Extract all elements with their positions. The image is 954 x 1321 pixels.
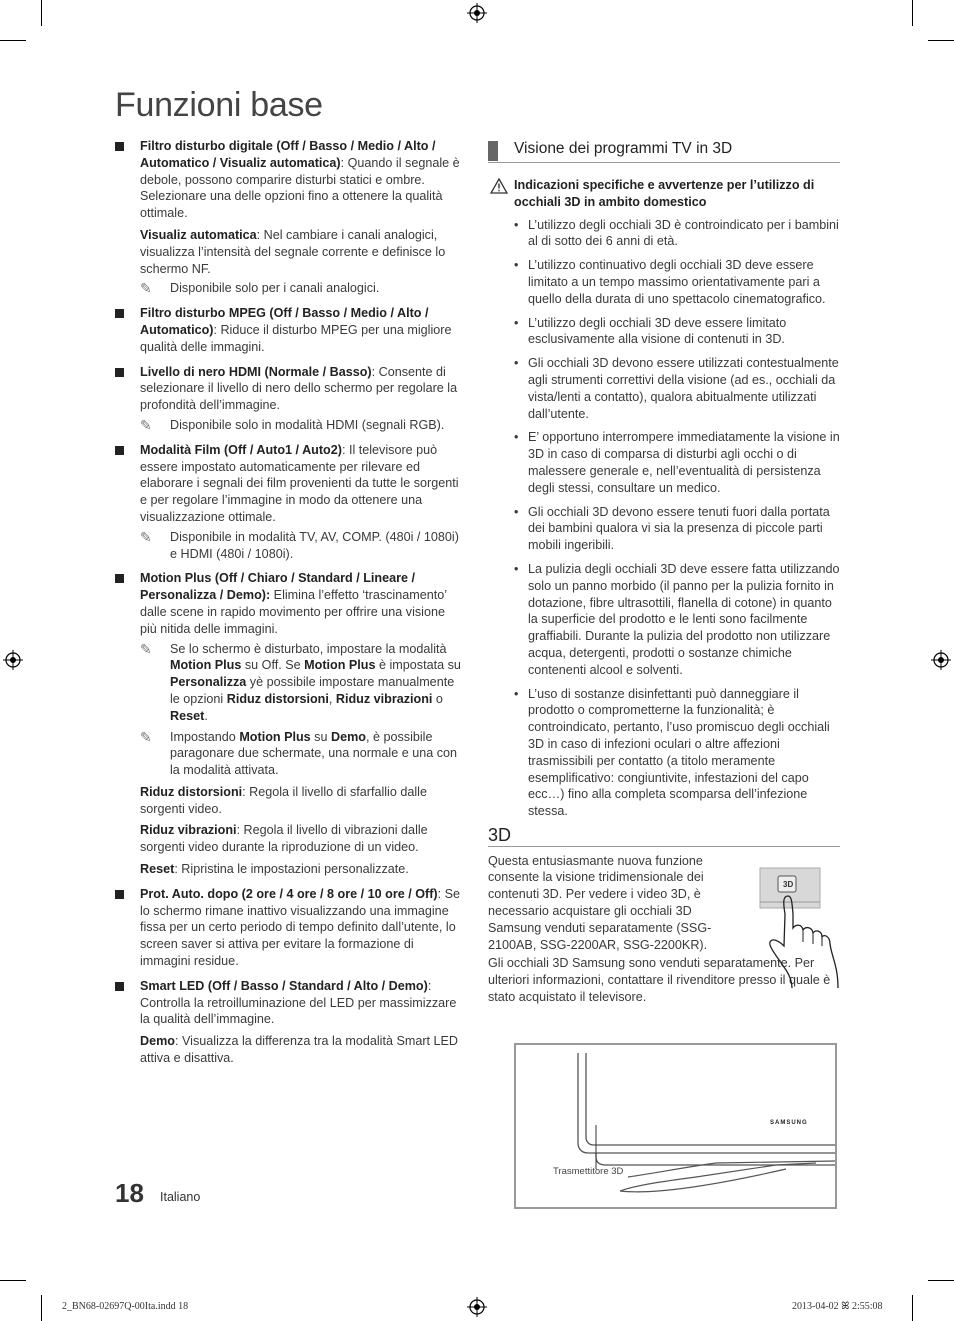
- section-header: [488, 138, 840, 163]
- item-term: Smart LED (Off / Basso / Standard / Alto / Demo): [140, 978, 428, 993]
- bullet-icon: •: [514, 217, 519, 232]
- list-item: [115, 886, 465, 970]
- bullet-icon: •: [514, 686, 519, 701]
- page-number: 18: [115, 1178, 144, 1208]
- bullet-icon: •: [514, 430, 519, 445]
- page-title: Funzioni base: [115, 86, 323, 124]
- section-bar: [488, 141, 498, 161]
- crop-mark: [912, 0, 913, 26]
- registration-mark-icon: [931, 650, 951, 670]
- item-desc: : Consente di selezionare il livello di nero dello schermo per regolare la profondità dell’immagine.: [140, 364, 458, 413]
- tv-diagram: [514, 1043, 837, 1209]
- list-item: [115, 570, 465, 878]
- paragraph: Gli occhiali 3D Samsung sono venduti separatamente. Per ulteriori informazioni, contattare il rivenditore presso il quale è stato acquistato il televisore.: [488, 956, 831, 1005]
- list-item: [115, 978, 465, 1067]
- list-item: [115, 138, 465, 297]
- list-item: • E’ opportuno interrompere immediatamente la visione in 3D in caso di comparsa di disturbi agli occhi o di malessere generale e, nell’eventualità di persistenza degli stessi, consultare un medico.: [514, 430, 840, 495]
- sub-option: Riduz distorsioni: Regola il livello di sfarfallio dalle sorgenti video.: [140, 784, 427, 816]
- crop-mark: [912, 1295, 913, 1321]
- crop-mark: [0, 40, 26, 41]
- item-term: Motion Plus (Off / Chiaro / Standard / Lineare / Personalizza / Demo):: [140, 571, 415, 603]
- item-desc: : Quando il segnale è debole, possono comparire disturbi statici e ombre. Selezionare una delle opzioni fino a ottenere la qualità ottimale.: [140, 155, 460, 221]
- item-term: Modalità Film (Off / Auto1 / Auto2): [140, 442, 342, 457]
- note: ✎ Impostando Motion Plus su Demo, è possibile paragonare due schermate, una normale e una con la modalità attivata.: [140, 728, 458, 778]
- square-bullet-icon: [115, 446, 124, 455]
- bullet-icon: •: [514, 258, 519, 273]
- crop-mark: [41, 1295, 42, 1321]
- note: ✎ Se lo schermo è disturbato, impostare la modalità Motion Plus su Off. Se Motion Plus è impostata su Personalizza yè possibile impostare manualmente le opzioni Riduz distorsioni, Riduz vibrazioni o Reset.: [140, 640, 461, 723]
- tv-diagram-label: Trasmettitore 3D: [553, 1166, 624, 1177]
- crop-mark: [928, 1280, 954, 1281]
- list-item: • L’utilizzo degli occhiali 3D è controindicato per i bambini al di sotto dei 6 anni di età.: [514, 217, 839, 249]
- footer-timestamp: 2013-04-02 ꕤ 2:55:08: [792, 1301, 883, 1312]
- item-term: Filtro disturbo digitale (Off / Basso / Medio / Alto / Automatico / Visualiz automatica): [140, 139, 436, 170]
- 3d-button-label: 3D: [783, 880, 794, 889]
- item-desc: : Il televisore può essere impostato automaticamente per rilevare ed elaborare i segnali dei film provenienti da tutte le sorgenti e per regolare l’immagine in modo da ottenere una visualizzazione ottimale.: [140, 442, 459, 524]
- square-bullet-icon: [115, 574, 124, 583]
- list-item: • L’uso di sostanze disinfettanti può danneggiare il prodotto o comprometterne la funzionalità; è controindicato, pertanto, l’uso promiscuo degli occhiali 3D in caso di infezioni oculari o altre affezioni trasmissibili per contatto (a titolo meramente esemplificativo: congiuntivite, infestazioni del capo ecc…) fino alla completa scomparsa dell’infezione stessa.: [514, 686, 830, 819]
- crop-mark: [41, 0, 42, 26]
- tv-brand-logo: SAMSUNG: [770, 1120, 808, 1126]
- left-column: [115, 138, 465, 1075]
- list-item: • L’utilizzo degli occhiali 3D deve essere limitato esclusivamente alla visione di contenuti in 3D.: [514, 315, 787, 347]
- list-item: [115, 364, 465, 434]
- list-item: • La pulizia degli occhiali 3D deve essere fatta utilizzando solo un panno morbido (il panno per la pulizia fornito in dotazione, fibre ultrasottili, flanella di cotone) in quanto la superficie del prodotto e le lenti sono facilmente graffiabili. Durante la pulizia del prodotto non utilizzare acqua, detergenti, prodotti o sostanze chimiche contenenti alcool e solventi.: [514, 561, 840, 677]
- pencil-note-icon: ✎: [140, 416, 152, 433]
- square-bullet-icon: [115, 142, 124, 151]
- item-term: Filtro disturbo MPEG (Off / Basso / Medio / Alto / Automatico): [140, 306, 429, 337]
- sub-option: Riduz vibrazioni: Regola il livello di vibrazioni dalle sorgenti video durante la riproduzione di un video.: [140, 823, 428, 855]
- pencil-note-icon: ✎: [140, 280, 152, 297]
- pencil-note-icon: ✎: [140, 728, 152, 745]
- item-desc: : Riduce il disturbo MPEG per una migliore qualità delle immagini.: [140, 322, 452, 354]
- item-desc: : Se lo schermo rimane inattivo visualizzando una immagine fissa per un certo periodo di tempo definito dall’utente, lo screen saver si attiva per evitare la formazione di immagini residue.: [140, 886, 461, 969]
- sub-option: Demo: Visualizza la differenza tra la modalità Smart LED attiva e disattiva.: [140, 1034, 459, 1066]
- note: ✎ Disponibile solo in modalità HDMI (segnali RGB).: [140, 416, 445, 433]
- warning: [488, 177, 840, 211]
- registration-mark-icon: [467, 1297, 487, 1317]
- page-language: Italiano: [160, 1190, 201, 1204]
- pencil-note-icon: ✎: [140, 640, 152, 657]
- bullet-icon: •: [514, 315, 519, 330]
- crop-mark: [0, 1280, 26, 1281]
- item-term: Livello di nero HDMI (Normale / Basso): [140, 364, 372, 379]
- item-term: Prot. Auto. dopo (2 ore / 4 ore / 8 ore / 10 ore / Off): [140, 886, 438, 901]
- note: ✎ Disponibile solo per i canali analogici.: [140, 280, 380, 297]
- list-item: • Gli occhiali 3D devono essere utilizzati contestualmente agli strumenti correttivi della visione (ad es., occhiali da vista/lenti a contatto), qualora abitualmente utilizzati dall’utente.: [514, 356, 839, 421]
- footer-file: 2_BN68-02697Q-00Ita.indd 18: [62, 1301, 189, 1312]
- paragraph: Questa entusiasmante nuova funzione consente la visione tridimensionale dei contenuti 3D. Per vedere i video 3D, è necessario acquistare gli occhiali 3D Samsung venduti separatamente (SSG-2100AB, SSG-2200AR, SSG-2200KR).: [488, 853, 712, 952]
- list-item: [115, 305, 465, 355]
- list-item: • L’utilizzo continuativo degli occhiali 3D deve essere limitato a un tempo massimo orientativamente pari a quello della durata di uno spettacolo cinematografico.: [514, 258, 826, 306]
- square-bullet-icon: [115, 309, 124, 318]
- subsection-title: 3D: [488, 827, 840, 847]
- hand-pressing-3d-button-illustration: [758, 866, 842, 995]
- item-desc: Elimina l’effetto ‘trascinamento’ dalle scene in rapido movimento per offrire una visione più nitida delle immagini.: [140, 588, 447, 636]
- square-bullet-icon: [115, 982, 124, 991]
- note: ✎ Disponibile in modalità TV, AV, COMP. (480i / 1080i) e HDMI (480i / 1080i).: [140, 528, 459, 561]
- crop-mark: [928, 40, 954, 41]
- warning-icon: [490, 178, 508, 199]
- warning-title: Indicazioni specifiche e avvertenze per l’utilizzo di occhiali 3D in ambito domestico: [514, 178, 815, 209]
- item-desc: : Controlla la retroilluminazione del LED per massimizzare la qualità dell’immagine.: [140, 978, 457, 1027]
- list-item: [115, 442, 465, 563]
- section-title: Visione dei programmi TV in 3D: [514, 140, 733, 157]
- bullet-icon: •: [514, 356, 519, 371]
- registration-mark-icon: [3, 650, 23, 670]
- registration-mark-icon: [467, 3, 487, 23]
- bullet-icon: •: [514, 561, 519, 576]
- bullet-icon: •: [514, 504, 519, 519]
- sub-option: Reset: Ripristina le impostazioni personalizzate.: [140, 862, 409, 877]
- sub-option: Visualiz automatica: Nel cambiare i canali analogici, visualizza l’intensità del segnale corrente e definisce lo schermo NF.: [140, 227, 446, 276]
- square-bullet-icon: [115, 368, 124, 377]
- list-item: • Gli occhiali 3D devono essere tenuti fuori dalla portata dei bambini qualora vi sia la presenza di piccole parti mobili ingeribili.: [514, 504, 830, 553]
- pencil-note-icon: ✎: [140, 528, 152, 545]
- square-bullet-icon: [115, 890, 124, 899]
